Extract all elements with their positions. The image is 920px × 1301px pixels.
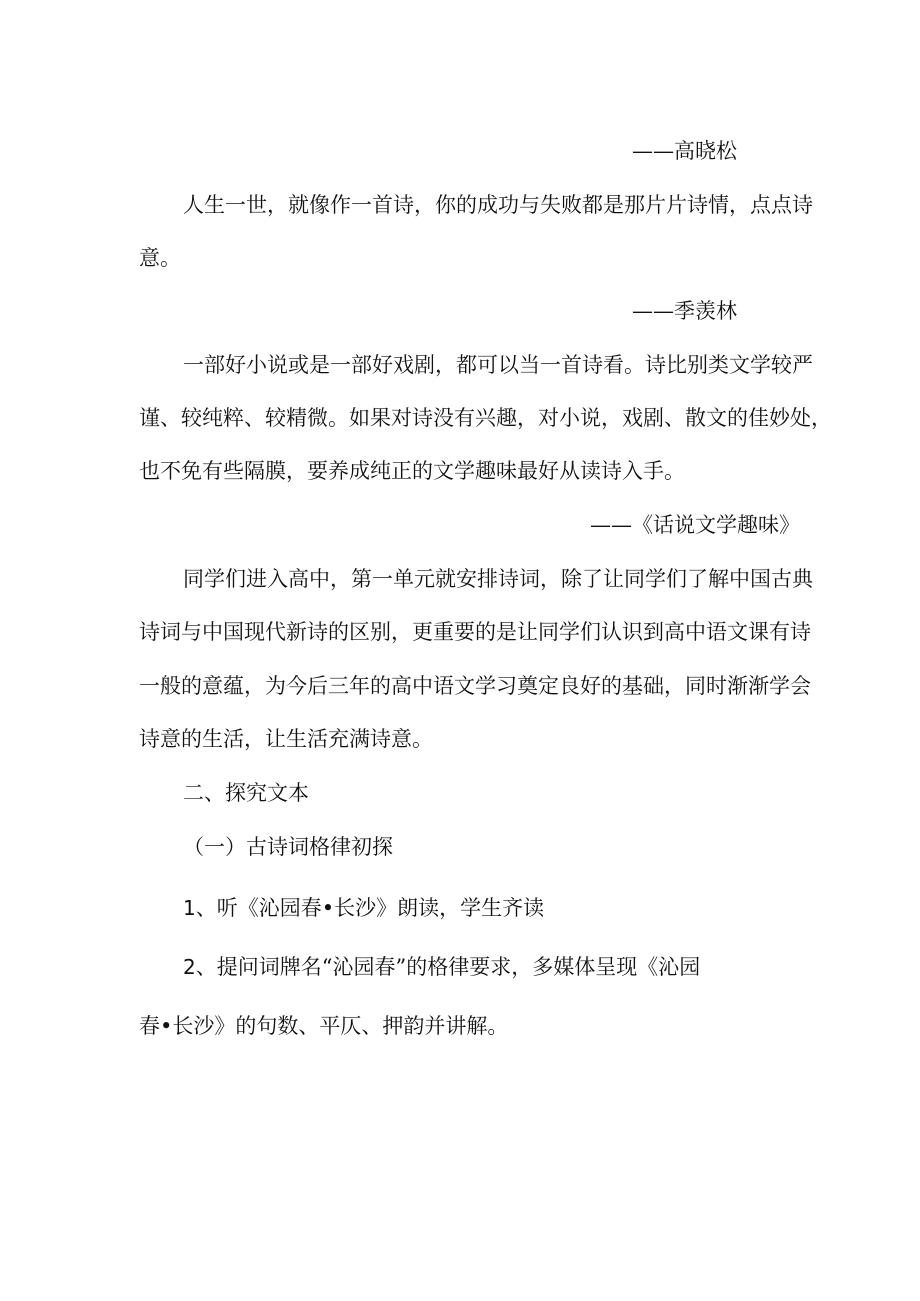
list-item-2 <box>183 953 700 981</box>
attribution-literary-taste: ——《话说文学趣味》 <box>590 513 800 537</box>
quote-literary-taste-line-3: 也不免有些隔膜，要养成纯正的文学趣味最好从读诗入手。 <box>139 459 685 483</box>
attribution-ji-xianlin: ——季羡林 <box>632 299 737 323</box>
quote-literary-taste-line-2: 谨、较纯粹、较精微。如果对诗没有兴趣，对小说，戏剧、散文的佳妙处， <box>139 406 832 430</box>
list-item-1-text: 、听《沁园春•长沙》朗读，学生齐读 <box>195 896 545 920</box>
section-heading: 二、探究文本 <box>183 781 309 805</box>
section-subheading: （一）古诗词格律初探 <box>183 835 393 859</box>
intro-line-3: 一般的意蕴，为今后三年的高中语文学习奠定良好的基础，同时渐渐学会 <box>139 674 811 698</box>
list-item-2-text: 、提问词牌名“沁园春”的格律要求，多媒体呈现《沁园 <box>195 955 701 979</box>
quote-jixianlin-line-1: 人生一世，就像作一首诗，你的成功与失败都是那片片诗情，点点诗 <box>183 193 813 217</box>
quote-jixianlin-line-2: 意。 <box>139 246 181 270</box>
list-item-1 <box>183 894 544 922</box>
intro-line-1: 同学们进入高中，第一单元就安排诗词，除了让同学们了解中国古典 <box>183 567 813 591</box>
list-item-2-number: 2 <box>183 955 196 979</box>
intro-line-4: 诗意的生活，让生活充满诗意。 <box>139 727 433 751</box>
list-item-1-number: 1 <box>183 896 196 920</box>
intro-line-2: 诗词与中国现代新诗的区别，更重要的是让同学们认识到高中语文课有诗 <box>139 620 811 644</box>
list-item-2-continuation: 春•长沙》的句数、平仄、押韵并讲解。 <box>139 1014 509 1038</box>
quote-literary-taste-line-1: 一部好小说或是一部好戏剧，都可以当一首诗看。诗比别类文学较严 <box>183 353 813 377</box>
attribution-gao-xiaosong: ——高晓松 <box>632 139 737 163</box>
